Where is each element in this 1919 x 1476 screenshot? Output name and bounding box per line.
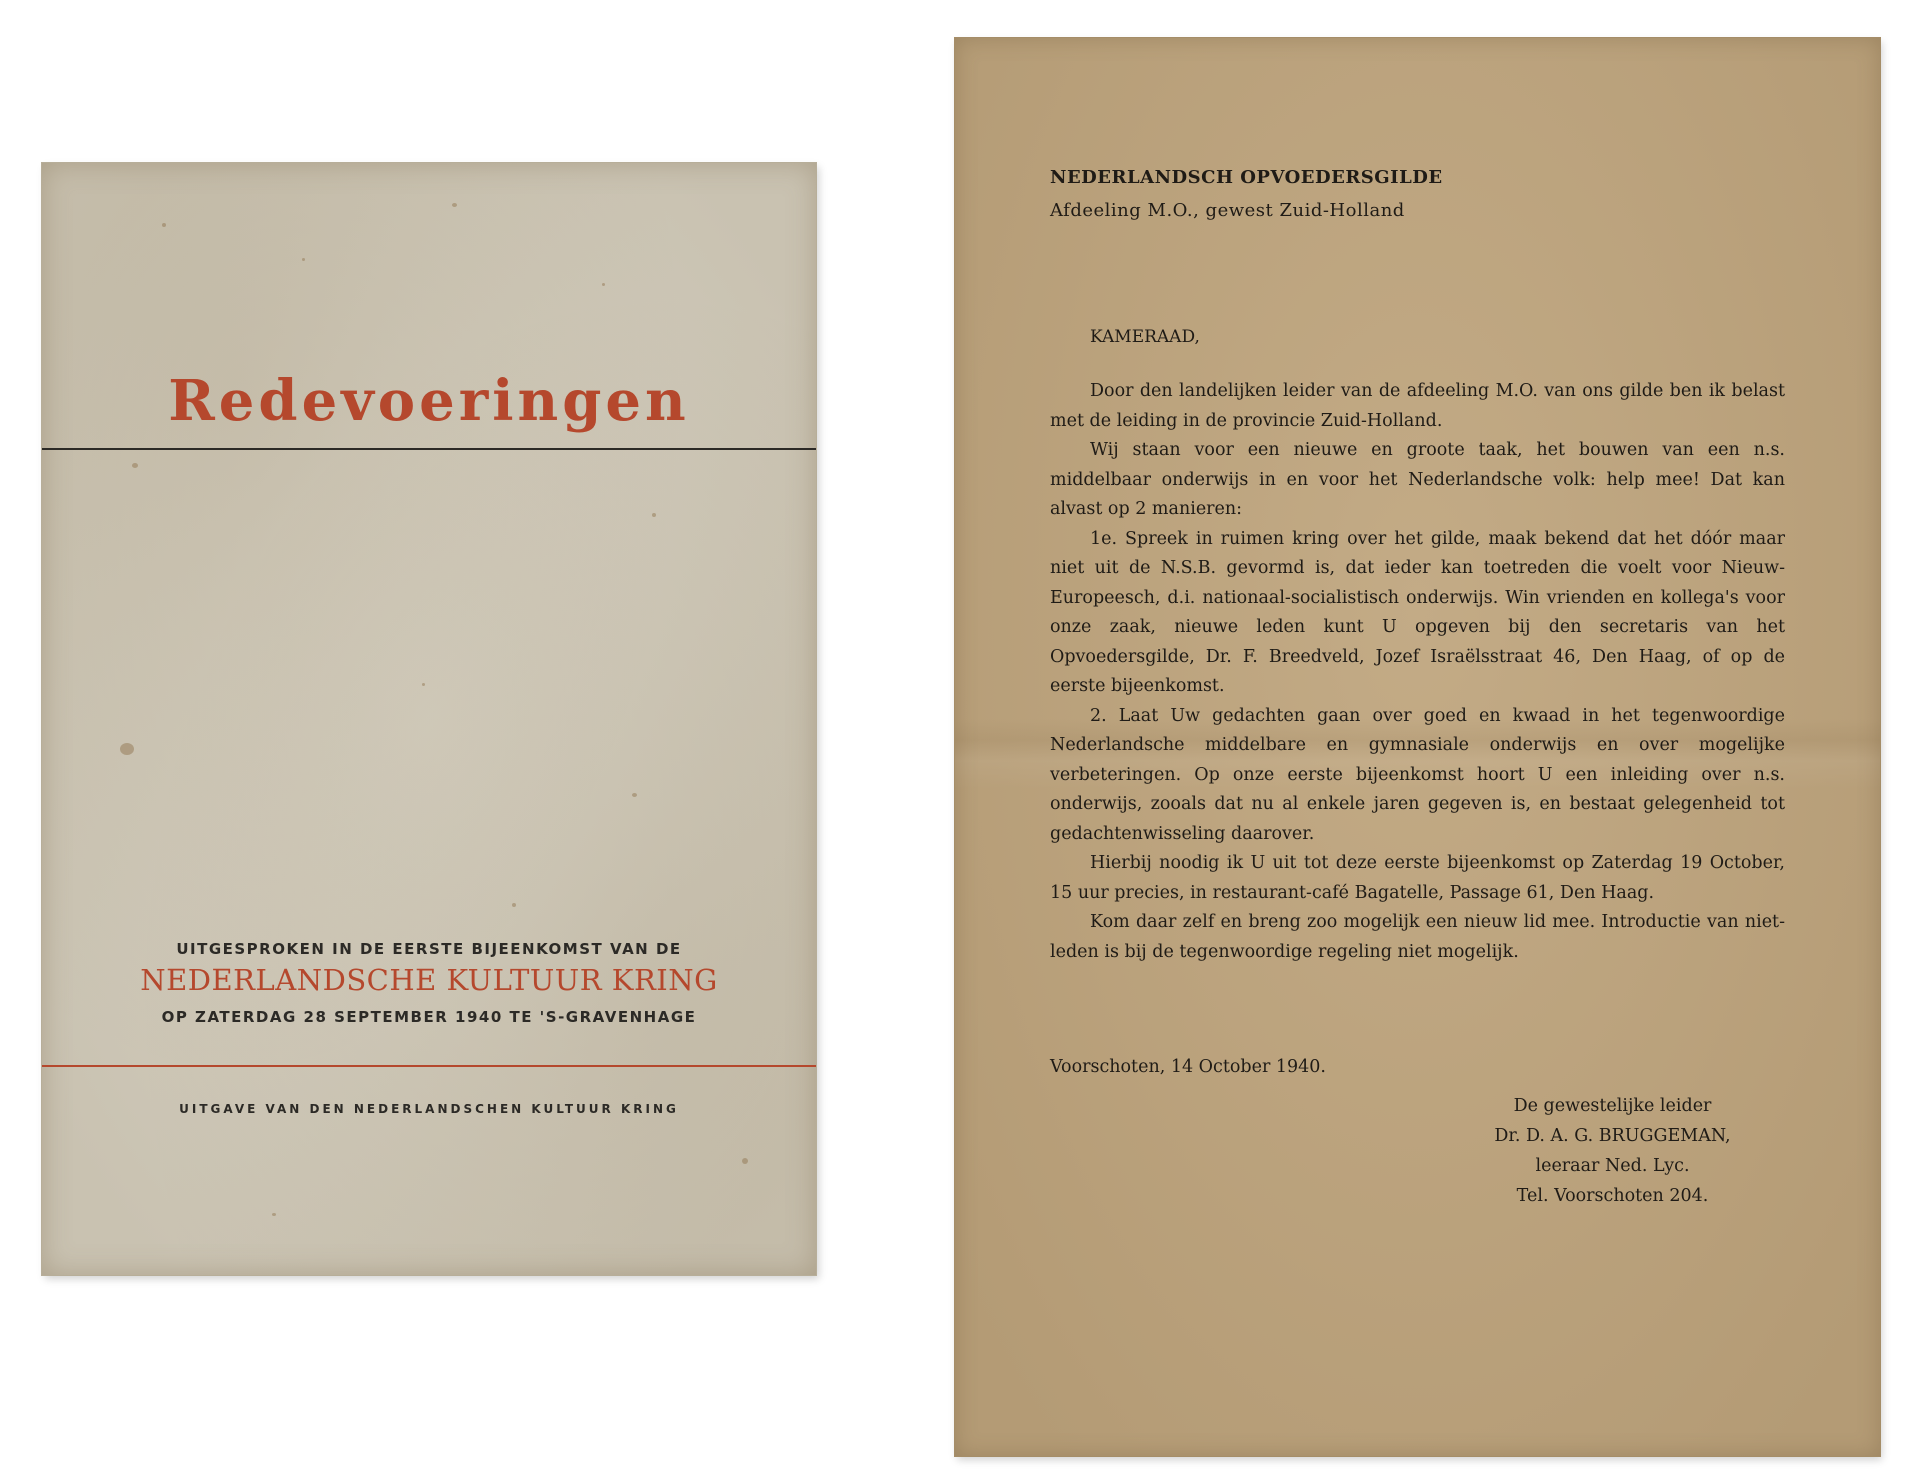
letter-sheet (955, 38, 1880, 1456)
letter-organization: NEDERLANDSCH OPVOEDERSGILDE (1050, 167, 1443, 188)
foxing-spot (602, 283, 605, 286)
foxing-spot (632, 793, 637, 797)
letter-salutation: KAMERAAD, (1090, 327, 1200, 347)
letter-paragraph: 2. Laat Uw gedachten gaan over goed en kwaad in het tegenwoordige Nederlandsche middelbare en gymnasiale onderwijs en over mogelijke verbeteringen. Op onze eerste bijeenkomst hoort U een inleiding over n.s. onderwijs, zooals dat nu al enkele jaren gegeven is, en bestaat gelegenheid tot gedachtenwisseling daarover. (1050, 705, 1785, 844)
foxing-spot (302, 258, 305, 261)
foxing-spot (272, 1213, 276, 1216)
foxing-spot (162, 223, 166, 227)
letter-signature-block (1440, 1091, 1785, 1211)
foxing-spot (132, 463, 138, 468)
letter-paragraph: 1e. Spreek in ruimen kring over het gilde, maak bekend dat het dóór maar niet uit de N.S.B. gevormd is, dat ieder kan toetreden die voelt voor Nieuw-Europeesch, d.i. nationaal-socialistisch onderwijs. Win vrienden en kollega's voor onze zaak, nieuwe leden kunt U opgeven bij den secretaris van het Opvoedersgilde, Dr. F. Breedveld, Jozef Israëlsstraat 46, Den Haag, of op de eerste bijeenkomst. (1050, 528, 1785, 696)
cover-subtitle-date-place: OP ZATERDAG 28 SEPTEMBER 1940 TE 'S-GRAVENHAGE (161, 1008, 697, 1026)
signature-phone: Tel. Voorschoten 204. (1516, 1186, 1709, 1206)
letter-paragraph: Kom daar zelf en breng zoo mogelijk een nieuw lid mee. Introductie van niet-leden is bij de tegenwoordige regeling niet mogelijk. (1050, 912, 1785, 962)
cover-divider-bottom (42, 1065, 816, 1067)
foxing-spot (452, 203, 457, 207)
letter-body (1050, 377, 1785, 967)
cover-divider-top (42, 448, 816, 450)
letter-place-date: Voorschoten, 14 October 1940. (1050, 1057, 1326, 1077)
cover-title: Redevoeringen (168, 368, 690, 434)
foxing-spot (422, 683, 425, 686)
signature-position: leeraar Ned. Lyc. (1535, 1156, 1690, 1176)
signature-name: Dr. D. A. G. BRUGGEMAN, (1494, 1126, 1731, 1146)
letter-paragraph: Door den landelijken leider van de afdeeling M.O. van ons gilde ben ik belast met de leiding in de provincie Zuid-Holland. (1050, 381, 1785, 431)
foxing-spot (120, 743, 134, 755)
cover-subtitle-organization: NEDERLANDSCHE KULTUUR KRING (140, 963, 718, 997)
letter-paragraph: Hierbij noodig ik U uit tot deze eerste bijeenkomst op Zaterdag 19 October, 15 uur precies, in restaurant-café Bagatelle, Passage 61, Den Haag. (1050, 853, 1785, 903)
foxing-spot (512, 903, 516, 907)
foxing-spot (652, 513, 656, 517)
cover-subtitle-line-1: UITGESPROKEN IN DE EERSTE BIJEENKOMST VAN DE (176, 940, 682, 958)
cover-publisher: UITGAVE VAN DEN NEDERLANDSCHEN KULTUUR KRING (179, 1102, 679, 1116)
booklet-cover (42, 163, 816, 1275)
letter-paragraph: Wij staan voor een nieuwe en groote taak, het bouwen van een n.s. middelbaar onderwijs in en voor het Nederlandsche volk: help mee! Dat kan alvast op 2 manieren: (1050, 440, 1785, 519)
signature-role: De gewestelijke leider (1513, 1096, 1712, 1116)
foxing-spot (742, 1158, 748, 1164)
letter-department: Afdeeling M.O., gewest Zuid-Holland (1050, 200, 1405, 221)
